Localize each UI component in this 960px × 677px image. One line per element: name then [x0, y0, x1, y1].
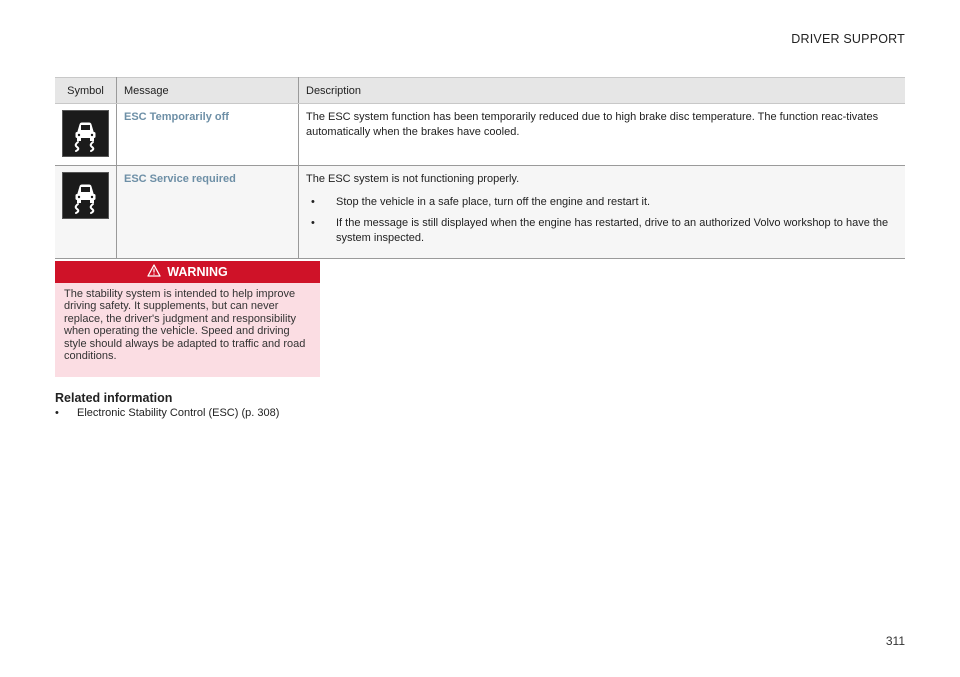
esc-skid-car-icon	[62, 110, 109, 157]
warning-text: The stability system is intended to help improve driving safety. It supplements, but can never replace, the driver's judgment and responsibility when operating the vehicle. Speed and driving style should always be adapted to traffic and road conditions.	[64, 288, 306, 363]
list-item	[306, 195, 898, 210]
table-row	[55, 104, 905, 166]
related-information-title: Related information	[55, 391, 173, 405]
message-table	[55, 77, 905, 259]
message-esc-temporarily-off: ESC Temporarily off	[124, 111, 229, 123]
section-header: DRIVER SUPPORT	[791, 32, 905, 46]
instruction-list	[306, 195, 898, 246]
list-item	[306, 216, 898, 246]
related-list-item	[55, 407, 279, 419]
description-cell	[299, 104, 906, 166]
bullet: •	[311, 196, 315, 208]
warning-box	[55, 261, 320, 377]
column-header-message: Message	[117, 78, 299, 104]
related-link[interactable]: Electronic Stability Control (ESC) (p. 308)	[77, 407, 280, 419]
column-header-symbol: Symbol	[55, 78, 117, 104]
description-text: The ESC system is not functioning properly.	[306, 173, 520, 185]
symbol-cell	[55, 104, 117, 166]
bullet: •	[311, 217, 315, 229]
message-cell	[117, 104, 299, 166]
page-number: 311	[885, 634, 905, 648]
table-row	[55, 166, 905, 259]
bullet: •	[55, 407, 59, 419]
message-cell	[117, 166, 299, 259]
description-cell	[299, 166, 906, 259]
symbol-cell	[55, 166, 117, 259]
column-header-description: Description	[299, 78, 906, 104]
esc-skid-car-icon	[62, 172, 109, 219]
message-esc-service-required: ESC Service required	[124, 173, 236, 185]
list-item-text: Stop the vehicle in a safe place, turn off the engine and restart it.	[336, 196, 651, 208]
warning-triangle-icon	[147, 264, 161, 280]
warning-header	[55, 261, 320, 283]
list-item-text: If the message is still displayed when the engine has restarted, drive to an authorized Volvo workshop to have the system inspected.	[336, 217, 889, 244]
description-text: The ESC system function has been temporarily reduced due to high brake disc temperature. The function reac-tivates automatically when the brakes have cooled.	[306, 111, 879, 138]
table-header-row	[55, 78, 905, 104]
warning-title: WARNING	[167, 265, 228, 279]
